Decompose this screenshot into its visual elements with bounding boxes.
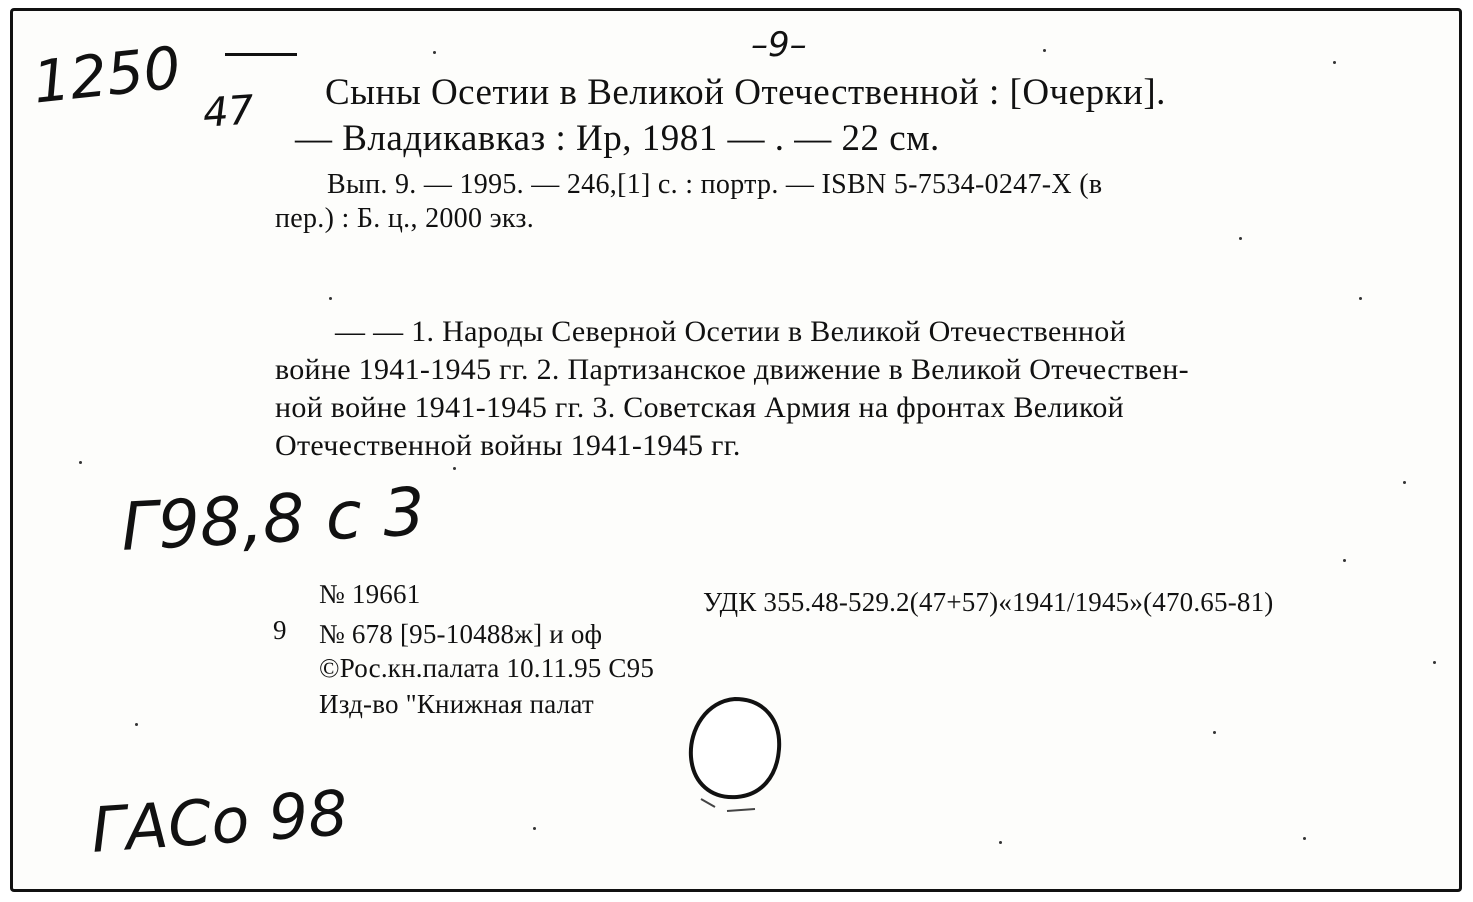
registration-number: № 19661	[319, 579, 421, 609]
scan-speck	[1403, 481, 1406, 484]
scan-speck	[1303, 837, 1306, 840]
scan-speck	[533, 827, 536, 830]
order-number: № 678 [95-10488ж] и оф	[319, 619, 603, 649]
scan-speck	[79, 461, 82, 464]
scan-speck	[1239, 237, 1242, 240]
punch-hole	[681, 691, 791, 819]
volume-info-continued: пер.) : Б. ц., 2000 экз.	[275, 203, 535, 234]
handwritten-underline	[225, 53, 297, 56]
order-prefix: 9	[273, 615, 287, 645]
scan-speck	[1359, 297, 1362, 300]
subject-line-1: — — 1. Народы Северной Осетии в Великой Отечественной	[335, 315, 1126, 348]
scan-speck	[1043, 49, 1046, 52]
book-imprint: — Владикавказ : Ир, 1981 — . — 22 см.	[295, 118, 940, 159]
volume-info: Вып. 9. — 1995. — 246,[1] с. : портр. — ISBN 5-7534-0247-X (в	[327, 169, 1103, 200]
handwritten-inventory-number: 1250	[29, 33, 184, 117]
copyright-line: ©Рос.кн.палата 10.11.95 С95	[319, 653, 655, 683]
subject-line-4: Отечественной войны 1941-1945 гг.	[275, 429, 741, 462]
scan-speck	[999, 841, 1002, 844]
subject-line-2: войне 1941-1945 гг. 2. Партизанское движение в Великой Отечествен-	[275, 353, 1189, 386]
publisher-line: Изд-во "Книжная палат	[319, 689, 594, 719]
scan-speck	[1333, 61, 1336, 64]
scan-speck	[453, 467, 456, 470]
handwritten-shelf-mark: Г98,8 с 3	[119, 473, 427, 566]
scan-speck	[1343, 559, 1346, 562]
scan-speck	[1213, 731, 1216, 734]
scan-speck	[433, 51, 436, 54]
handwritten-page-mark: –9–	[751, 25, 807, 65]
handwritten-archive-mark: ГАСо 98	[88, 776, 351, 867]
scan-speck	[1433, 661, 1436, 664]
scan-speck	[329, 297, 332, 300]
subject-line-3: ной войне 1941-1945 гг. 3. Советская Армия на фронтах Великой	[275, 391, 1125, 424]
scan-speck	[135, 723, 138, 726]
catalog-card	[10, 8, 1462, 892]
udc-code: УДК 355.48-529.2(47+57)«1941/1945»(470.65-81)	[703, 587, 1274, 617]
book-title: Сыны Осетии в Великой Отечественной : [Очерки].	[325, 72, 1166, 113]
handwritten-inventory-sub: 47	[201, 87, 256, 137]
